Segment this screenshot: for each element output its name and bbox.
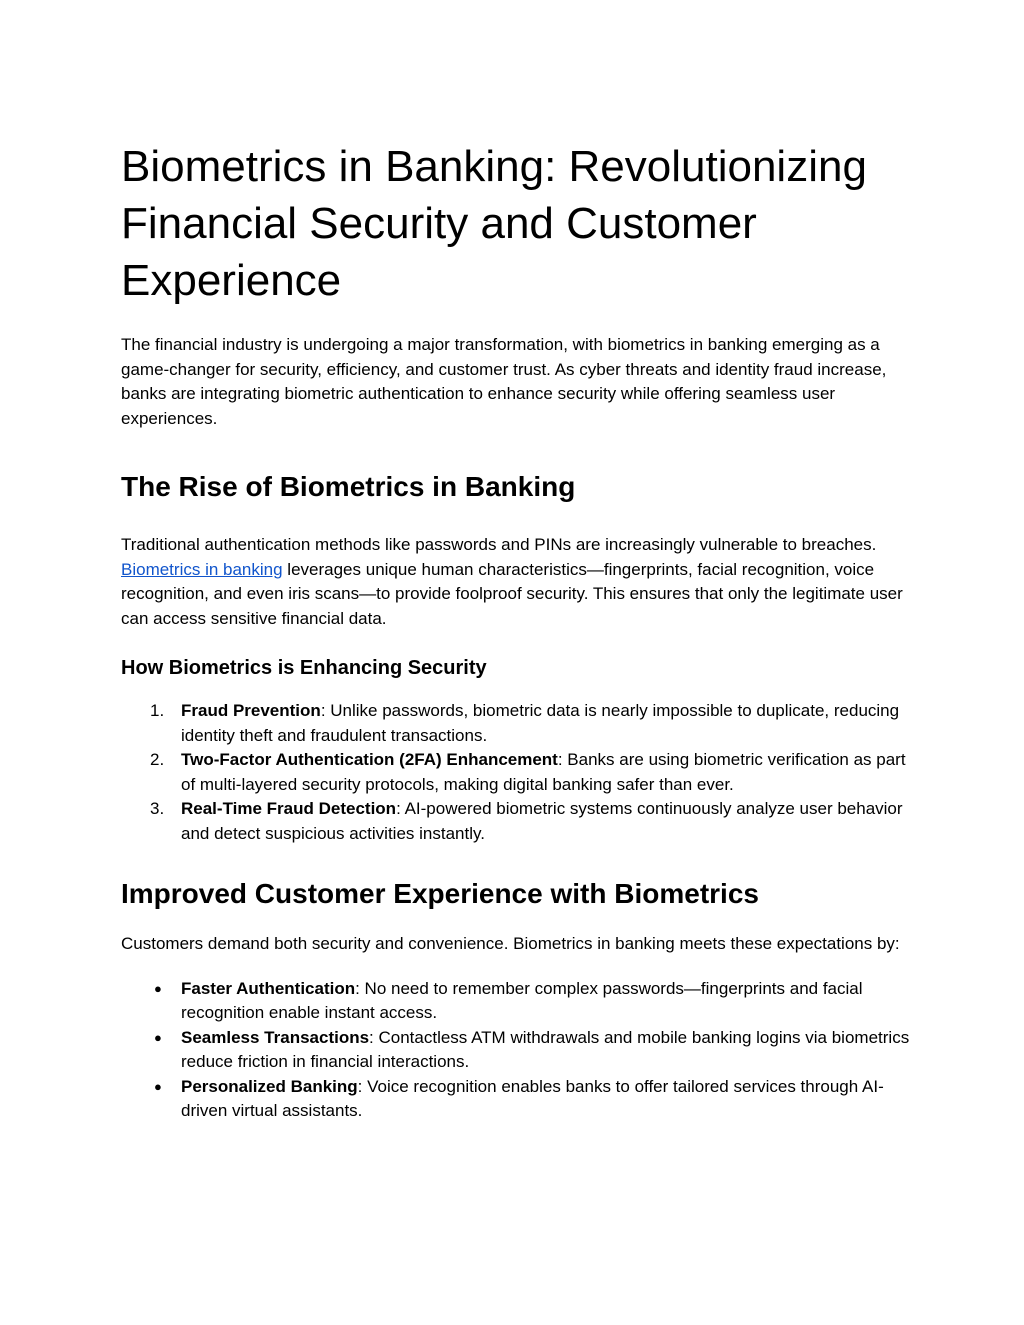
rise-text-after-link: leverages unique human characteristics—fingerprints, facial recognition, voice recognition, and even iris scans—to provide foolproof security. This ensures that only the legitimate user can access sensitive financial data. — [121, 559, 903, 628]
list-number: 2. — [150, 750, 165, 769]
list-item-text: : Contactless ATM withdrawals and mobile banking logins via biometrics reduce friction in financial interactions. — [181, 1027, 910, 1071]
experience-bullet-list — [121, 977, 911, 1124]
rise-text-before-link: Traditional authentication methods like passwords and PINs are increasingly vulnerable to breaches. — [121, 535, 877, 554]
document-page — [121, 138, 911, 1124]
bullet-icon: ● — [154, 980, 162, 996]
security-numbered-list — [121, 699, 911, 846]
list-item-term: Fraud Prevention — [181, 701, 321, 720]
list-item-text: : No need to remember complex passwords—fingerprints and facial recognition enable instant access. — [181, 978, 863, 1022]
biometrics-in-banking-link[interactable]: Biometrics in banking — [121, 559, 283, 579]
list-item — [121, 1026, 911, 1075]
list-item-term: Personalized Banking — [181, 1076, 358, 1096]
list-item-text: : AI-powered biometric systems continuously analyze user behavior and detect suspicious activities instantly. — [181, 799, 903, 843]
bullet-icon: ● — [154, 1029, 162, 1045]
list-item-term: Seamless Transactions — [181, 1027, 370, 1047]
list-item-text: : Banks are using biometric verification as part of multi-layered security protocols, making digital banking safer than ever. — [181, 750, 906, 794]
list-number: 3. — [150, 799, 165, 818]
subsection-heading-security: How Biometrics is Enhancing Security — [121, 657, 487, 679]
list-item-term: Two-Factor Authentication (2FA) Enhancement — [181, 750, 558, 769]
list-item-term: Faster Authentication — [181, 978, 356, 998]
list-item — [121, 797, 911, 846]
intro-paragraph: The financial industry is undergoing a major transformation, with biometrics in banking emerging as a game-changer for security, efficiency, and customer trust. As cyber threats and identity fraud increase, banks are integrating biometric authentication to enhance security while offering seamless user experiences. — [121, 335, 887, 428]
list-item — [121, 748, 911, 797]
list-item — [121, 977, 911, 1026]
list-item — [121, 1075, 911, 1124]
list-number: 1. — [150, 701, 165, 720]
list-item — [121, 699, 911, 748]
document-title: Biometrics in Banking: Revolutionizing Financial Security and Customer Experience — [121, 142, 867, 305]
list-item-text: : Unlike passwords, biometric data is nearly impossible to duplicate, reducing identity theft and fraudulent transactions. — [181, 701, 900, 745]
experience-paragraph: Customers demand both security and convenience. Biometrics in banking meets these expectations by: — [121, 934, 900, 953]
bullet-icon: ● — [154, 1078, 162, 1094]
rise-paragraph — [121, 533, 911, 631]
section-heading-rise: The Rise of Biometrics in Banking — [121, 471, 576, 502]
list-item-term: Real-Time Fraud Detection — [181, 799, 397, 818]
list-item-text: : Voice recognition enables banks to offer tailored services through AI-driven virtual assistants. — [181, 1076, 884, 1120]
section-heading-experience: Improved Customer Experience with Biometrics — [121, 878, 759, 909]
